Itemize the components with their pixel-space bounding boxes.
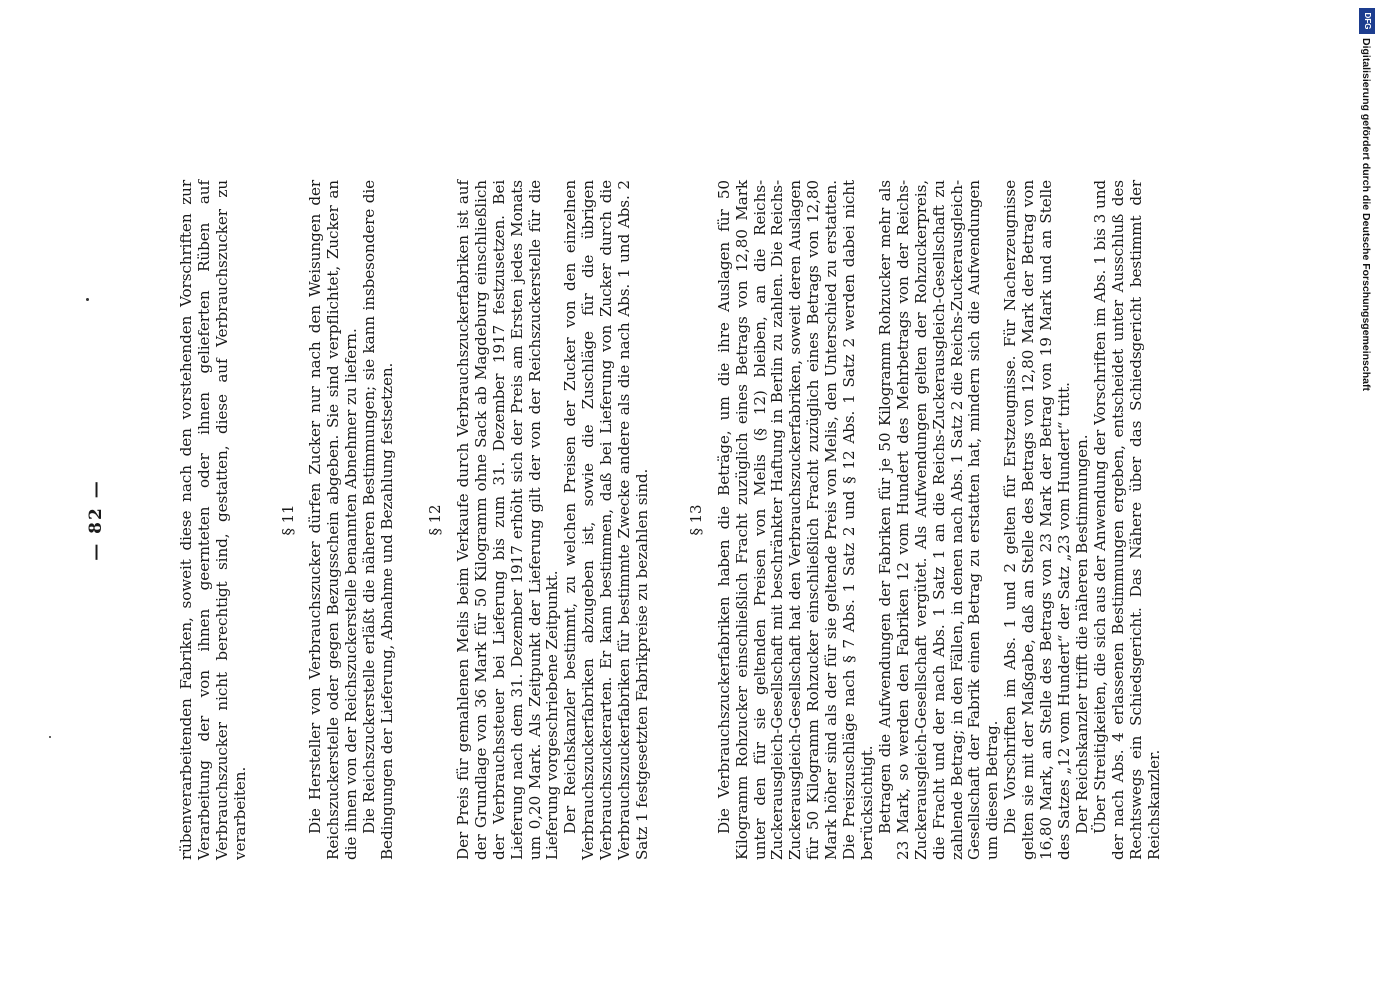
intro-paragraph: rübenverarbeitenden Fabriken, soweit diese nach den vorstehenden Vorschriften zur Verarbeitung der von ihnen geernteten oder ihnen gelieferten Rüben auf Verbrauchszucker nicht berechtigt sind, gestatten, diese auf Verbrauchszucker zu verarbeiten.	[176, 180, 249, 860]
watermark-text: Digitalisierung gefördert durch die Deutsche Forschungsgemeinschaft	[1360, 38, 1372, 391]
section-12	[427, 180, 652, 860]
paragraph: Der Reichskanzler trifft die näheren Bestimmungen.	[1072, 434, 1091, 834]
page-number: — 82 —	[86, 479, 106, 561]
paragraph: Betragen die Aufwendungen der Fabriken für je 50 Kilogramm Rohzucker mehr als 23 Mark, so werden den Fabriken 12 vom Hundert des Mehrbetrags von der Reichs-Zuckerausgleich-Gesellschaft vergütet. Als Aufwendungen gelten der Rohzuckerpreis, die Fracht und der nach Abs. 1 Satz 1 an die Reichs-Zuckerausgleich-Gesellschaft zu zahlende Betrag; in den Fällen, in denen nach Abs. 1 Satz 2 die Reichs-Zuckerausgleich-Gesellschaft der Fabrik einen Betrag zu erstatten hat, mindern sich die Aufwendungen um diesen Betrag.	[875, 180, 1002, 860]
scan-speck	[49, 736, 51, 738]
paragraph: Die Verbrauchszuckerfabriken haben die Beträge, um die ihre Auslagen für 50 Kilogramm Rohzucker einschließlich Fracht zuzüglich eines Betrags von 12,80 Mark unter den für sie geltenden Preisen von Melis (§ 12) bleiben, an die Reichs-Zuckerausgleich-Gesellschaft mit beschränkter Haftung in Berlin zu zahlen. Die Reichs-Zuckerausgleich-Gesellschaft hat den Verbrauchszuckerfabriken, soweit deren Auslagen für 50 Kilogramm Rohzucker einschließlich Fracht zuzüglich eines Betrags von 12,80 Mark höher sind als der für sie geltende Preis von Melis, den Unterschied zu erstatten. Die Preiszuschläge nach § 7 Abs. 1 Satz 2 und § 12 Abs. 1 Satz 2 werden dabei nicht berücksichtigt.	[714, 180, 876, 860]
section-11	[280, 180, 397, 860]
digitization-watermark	[1355, 38, 1377, 428]
document-body	[86, 180, 1163, 860]
paragraph: Über Streitigkeiten, die sich aus der Anwendung der Vorschriften im Abs. 1 bis 3 und der nach Abs. 4 erlassenen Bestimmungen ergeben, entscheidet unter Ausschluß des Rechtswegs ein Schiedsgericht. Das Nähere über das Schiedsgericht bestimmt der Reichskanzler.	[1090, 180, 1163, 860]
section-13	[688, 180, 1164, 860]
paragraph: Die Vorschriften im Abs. 1 und 2 gelten für Erstzeugnisse. Für Nacherzeugnisse gelten sie mit der Maßgabe, daß an Stelle des Betrags von 12,80 Mark der Betrag von 16,80 Mark, an Stelle des Betrags von 23 Mark der Betrag von 19 Mark und an Stelle des Satzes „12 vom Hundert“ der Satz „23 vom Hundert“ tritt.	[1001, 180, 1073, 860]
paragraph: Die Hersteller von Verbrauchszucker dürfen Zucker nur nach den Weisungen der Reichszuckerstelle oder gegen Bezugsschein abgeben. Sie sind verpflichtet, Zucker an die ihnen von der Reichszuckerstelle benannten Abnehmer zu liefern.	[306, 180, 361, 860]
scan-speck	[86, 298, 89, 301]
paragraph: Der Reichskanzler bestimmt, zu welchen Preisen der Zucker von den einzelnen Verbrauchszuckerfabriken abzugeben ist, sowie die Zuschläge für die übrigen Verbrauchszuckerarten. Er kann bestimmen, daß bei Lieferung von Zucker durch die Verbrauchszuckerfabriken für bestimmte Zwecke andere als die nach Abs. 1 und Abs. 2 Satz 1 festgesetzten Fabrikpreise zu bezahlen sind.	[561, 180, 651, 860]
section-heading: § 12	[425, 504, 444, 536]
dfg-logo-icon: DFG	[1359, 8, 1375, 34]
paragraph: Der Preis für gemahlenen Melis beim Verkaufe durch Verbrauchszuckerfabriken ist auf der Grundlage von 36 Mark für 50 Kilogramm ohne Sack ab Magdeburg einschließlich der Verbrauchssteuer bei Lieferung bis zum 31. Dezember 1917 festzusetzen. Bei Lieferung nach dem 31. Dezember 1917 erhöht sich der Preis am Ersten jedes Monats um 0,20 Mark. Als Zeitpunkt der Lieferung gilt der von der Reichszuckerstelle für die Lieferung vorgeschriebene Zeitpunkt.	[453, 180, 562, 860]
section-heading: § 13	[686, 504, 705, 536]
section-heading: § 11	[278, 504, 297, 536]
paragraph: Die Reichszuckerstelle erläßt die näheren Bestimmungen; sie kann insbesondere die Bedingungen der Lieferung, Abnahme und Bezahlung festsetzen.	[360, 180, 397, 860]
